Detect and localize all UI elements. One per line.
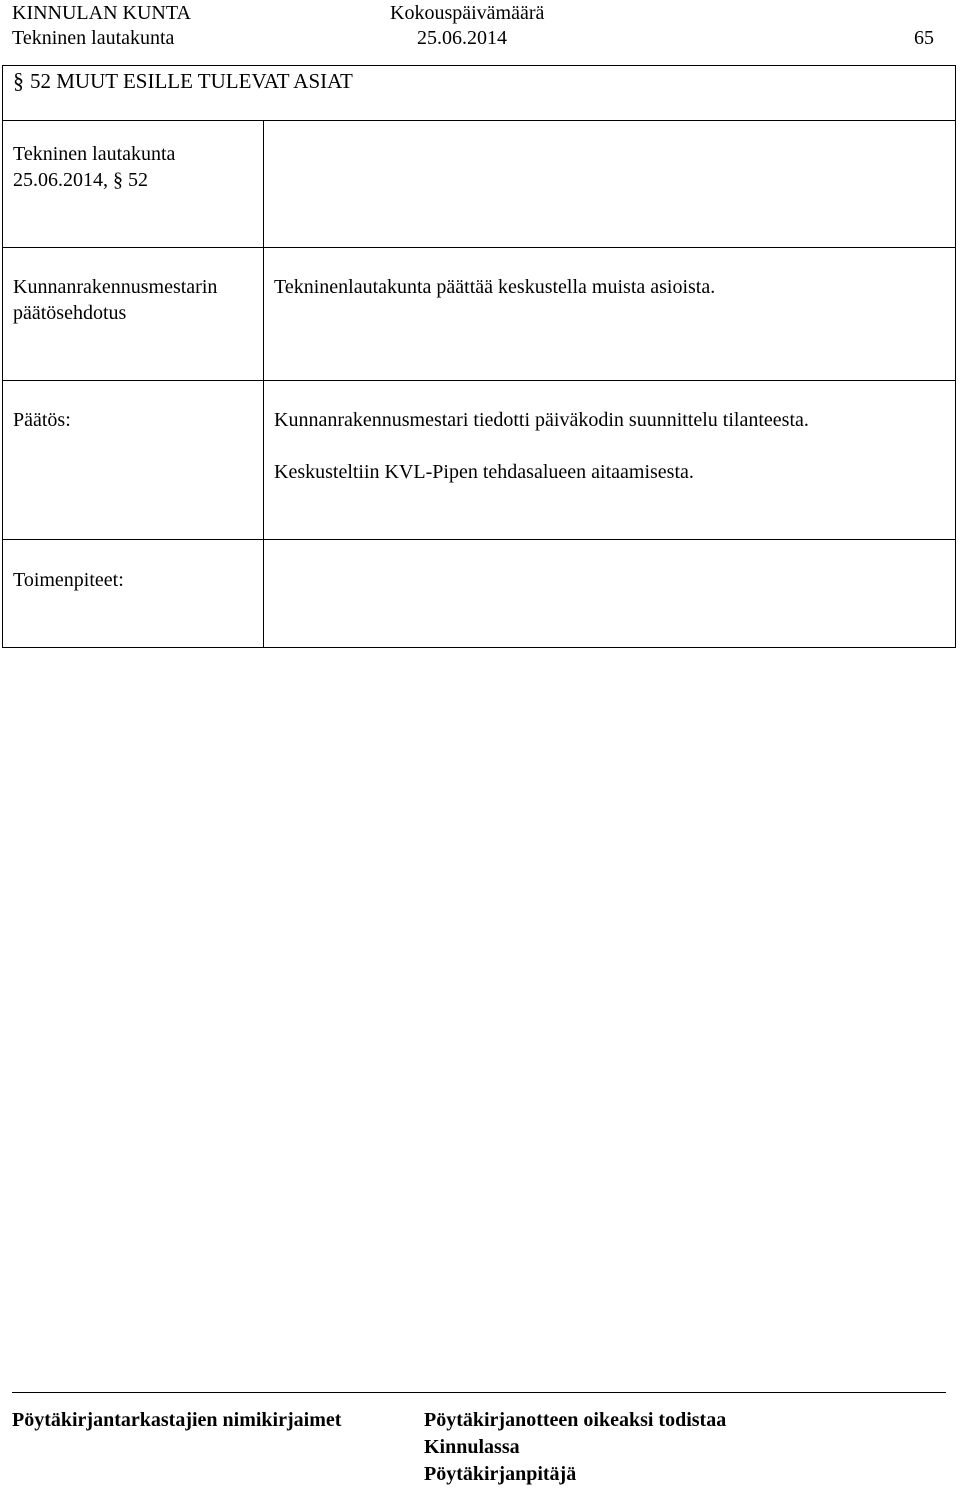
proposal-text-cell [264,248,956,381]
meta-cell [3,121,264,248]
meta-board: Tekninen lautakunta [13,143,176,165]
footer-certified-line3: Pöytäkirjanpitäjä [424,1463,577,1485]
actions-label-cell [3,540,264,648]
decision-row [3,381,956,540]
footer-certification [424,1407,726,1488]
section-title [13,69,353,93]
page-number: 65 [914,27,934,49]
meeting-date: 25.06.2014 [417,27,507,49]
section-header-row [3,66,956,121]
footer-divider [12,1392,946,1393]
footer-initials-label: Pöytäkirjantarkastajien nimikirjaimet [12,1409,342,1431]
municipality-name: KINNULAN KUNTA [12,2,191,24]
decision-paragraph: Kunnanrakennusmestari tiedotti päiväkodin suunnittelu tilanteesta. [274,409,809,431]
footer-initials [12,1407,341,1434]
proposal-text: Tekninenlautakunta päättää keskustella muista asioista. [274,276,716,298]
section-header-cell [3,66,956,121]
proposal-row [3,248,956,381]
proposal-label-line1: Kunnanrakennusmestarin [13,276,218,298]
board-name: Tekninen lautakunta [12,27,175,49]
decision-text-cell [264,381,956,540]
section-sign-icon: § [113,169,123,191]
proposal-label-line2: päätösehdotus [13,302,127,324]
decision-label-cell [3,381,264,540]
section-sign-icon: § [13,68,24,93]
minutes-table [2,65,956,648]
actions-row [3,540,956,648]
section-title-text: 52 MUUT ESILLE TULEVAT ASIAT [30,69,353,93]
actions-label: Toimenpiteet: [13,569,124,591]
footer-certified-line2: Kinnulassa [424,1436,520,1458]
meta-reference-number: 52 [128,169,148,191]
meta-reference [13,167,253,193]
decision-paragraph: Keskusteltiin KVL-Pipen tehdasalueen aitaamisesta. [274,461,694,483]
decision-label: Päätös: [13,409,71,431]
footer-certified-line1: Pöytäkirjanotteen oikeaksi todistaa [424,1409,727,1431]
meta-empty-cell [264,121,956,248]
meta-reference-date: 25.06.2014, [13,169,108,191]
meta-row [3,121,956,248]
meeting-date-label: Kokouspäivämäärä [390,2,545,24]
actions-text-cell [264,540,956,648]
proposal-label-cell [3,248,264,381]
